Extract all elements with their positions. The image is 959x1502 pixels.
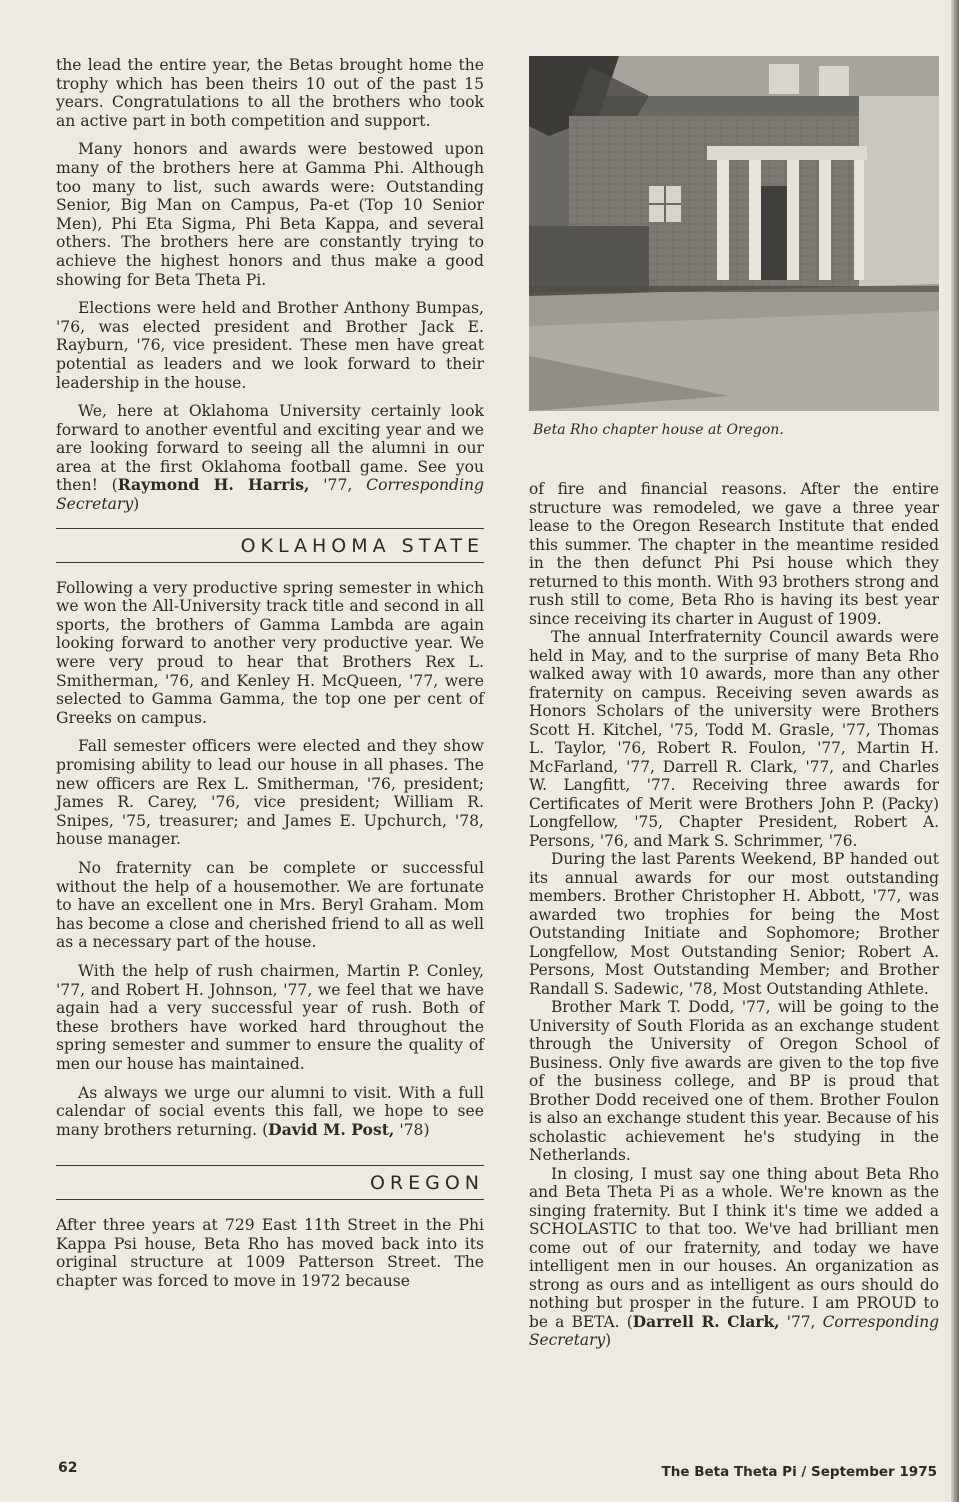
author-role: Corresponding Secretary (56, 476, 485, 514)
paragraph: In closing, I must say one thing about Beta Rho and Beta Theta Pi as a whole. We're known as the singing fraternity. But I think it's time we added a SCHOLASTIC to that too. We've had brilliant men come out of our fraternity, and today we have intelligent men in our houses. An organization as strong as ours and as intelligent as ours should do nothing but prosper in the future. I am PROUD to be a BETA. (Darrell R. Clark, '77, Corresponding Secretary) (529, 1164, 939, 1349)
paragraph: Brother Mark T. Dodd, '77, will be going to the University of South Florida as an exchange student through the University of Oregon School of Business. Only five awards are given to the top five of the business college, and BP is proud that Brother Dodd received one of them. Brother Foulon is also an exchange student this year. Because of his scholastic achievement he's studying in the Netherlands. (529, 998, 939, 1164)
photo-caption: Beta Rho chapter house at Oregon. (533, 422, 784, 438)
author-role: Corresponding Secretary (529, 1312, 939, 1349)
page-number: 62 (58, 1460, 78, 1476)
paragraph: Many honors and awards were bestowed upon many of the brothers here at Gamma Phi. Although too many to list, such awards were: Outstanding Senior, Big Man on Campus, Pa-et (Top 10 Senior Men), Phi Eta Sigma, Phi Beta Kappa, and several others. The brothers here are constantly trying to achieve the highest honors and thus make a good showing for Beta Theta Pi. (56, 140, 484, 289)
running-title: The Beta Theta Pi / September 1975 (661, 1464, 937, 1480)
author-name: Raymond H. Harris, (117, 475, 310, 495)
author-name: David M. Post, (268, 1119, 395, 1139)
paragraph: Elections were held and Brother Anthony Bumpas, '76, was elected president and Brother Jack E. Rayburn, '76, vice president. These men have great potential as leaders and we look forward to their leadership in the house. (56, 299, 484, 392)
paragraph: The annual Interfraternity Council awards were held in May, and to the surprise of many Beta Rho walked away with 10 awards, more than any other fraternity on campus. Receiving seven awards as Honors Scholars of the university were Brothers Scott H. Kitchel, '75, Todd M. Grasle, '77, Thomas L. Taylor, '76, Robert R. Foulon, '77, Martin H. McFarland, '77, Darrell R. Clark, '77, and Charles W. Langfitt, '77. Receiving three awards for Certificates of Merit were Brothers John P. (Packy) Longfellow, '75, Chapter President, Robert A. Persons, '76, and Mark S. Schrimmer, '76. (529, 628, 939, 850)
author-name: Darrell R. Clark, (632, 1312, 780, 1331)
left-column (56, 56, 484, 1301)
paragraph: Following a very productive spring semester in which we won the All-University track title and second in all sports, the brothers of Gamma Lambda are again looking forward to another very productive year. We were very proud to hear that Brothers Rex L. Smitherman, '76, and Kenley H. McQueen, '77, were selected to Gamma Gamma, the top one per cent of Greeks on campus. (56, 578, 484, 727)
paragraph: of fire and financial reasons. After the entire structure was remodeled, we gave a three year lease to the Oregon Research Institute that ended this summer. The chapter in the meantime resided in the then defunct Phi Psi house which they returned to this month. With 93 brothers strong and rush still to come, Beta Rho is having its best year since receiving its charter in August of 1909. (529, 480, 939, 628)
paragraph: We, here at Oklahoma University certainly look forward to another eventful and exciting year and we are looking forward to seeing all the alumni in our area at the first Oklahoma football game. See you then! (Raymond H. Harris, '77, Corresponding Secretary) (56, 402, 485, 514)
paragraph: With the help of rush chairmen, Martin P. Conley, '77, and Robert H. Johnson, '77, we feel that we have again had a very successful year of rush. Both of these brothers have worked hard throughout the spring semester and summer to ensure the quality of men our house has maintained. (56, 961, 484, 1073)
paragraph: During the last Parents Weekend, BP handed out its annual awards for our most outstanding members. Brother Christopher H. Abbott, '77, was awarded two trophies for being the Most Outstanding Initiate and Sophomore; Brother Longfellow, Most Outstanding Senior; Robert A. Persons, Most Outstanding Member; and Brother Randall S. Sadewic, '78, Most Outstanding Athlete. (529, 850, 939, 998)
paragraph: No fraternity can be complete or successful without the help of a housemother. We are fortunate to have an excellent one in Mrs. Beryl Graham. Mom has become a close and cherished friend to all as well as a necessary part of the house. (56, 858, 484, 952)
paragraph: As always we urge our alumni to visit. With a full calendar of social events this fall, we hope to see many brothers returning. (David M. Post, '78) (56, 1083, 484, 1139)
section-heading-oregon: OREGON (56, 1165, 484, 1200)
chapter-house-photo (529, 56, 939, 411)
right-column (529, 480, 939, 1350)
page-edge-shadow (951, 0, 959, 1502)
paragraph: After three years at 729 East 11th Street in the Phi Kappa Psi house, Beta Rho has moved back into its original structure at 1009 Patterson Street. The chapter was forced to move in 1972 because (56, 1216, 484, 1291)
paragraph: Fall semester officers were elected and they show promising ability to lead our house in all phases. The new officers are Rex L. Smitherman, '76, president; James R. Carey, '76, vice president; William R. Snipes, '75, treasurer; and James E. Upchurch, '78, house manager. (56, 737, 484, 849)
section-heading-oklahoma-state: OKLAHOMA STATE (56, 528, 484, 563)
paragraph: the lead the entire year, the Betas brought home the trophy which has been theirs 10 out of the past 15 years. Congratulations to all the brothers who took an active part in both competition and support. (56, 56, 484, 130)
house-illustration (529, 56, 939, 411)
